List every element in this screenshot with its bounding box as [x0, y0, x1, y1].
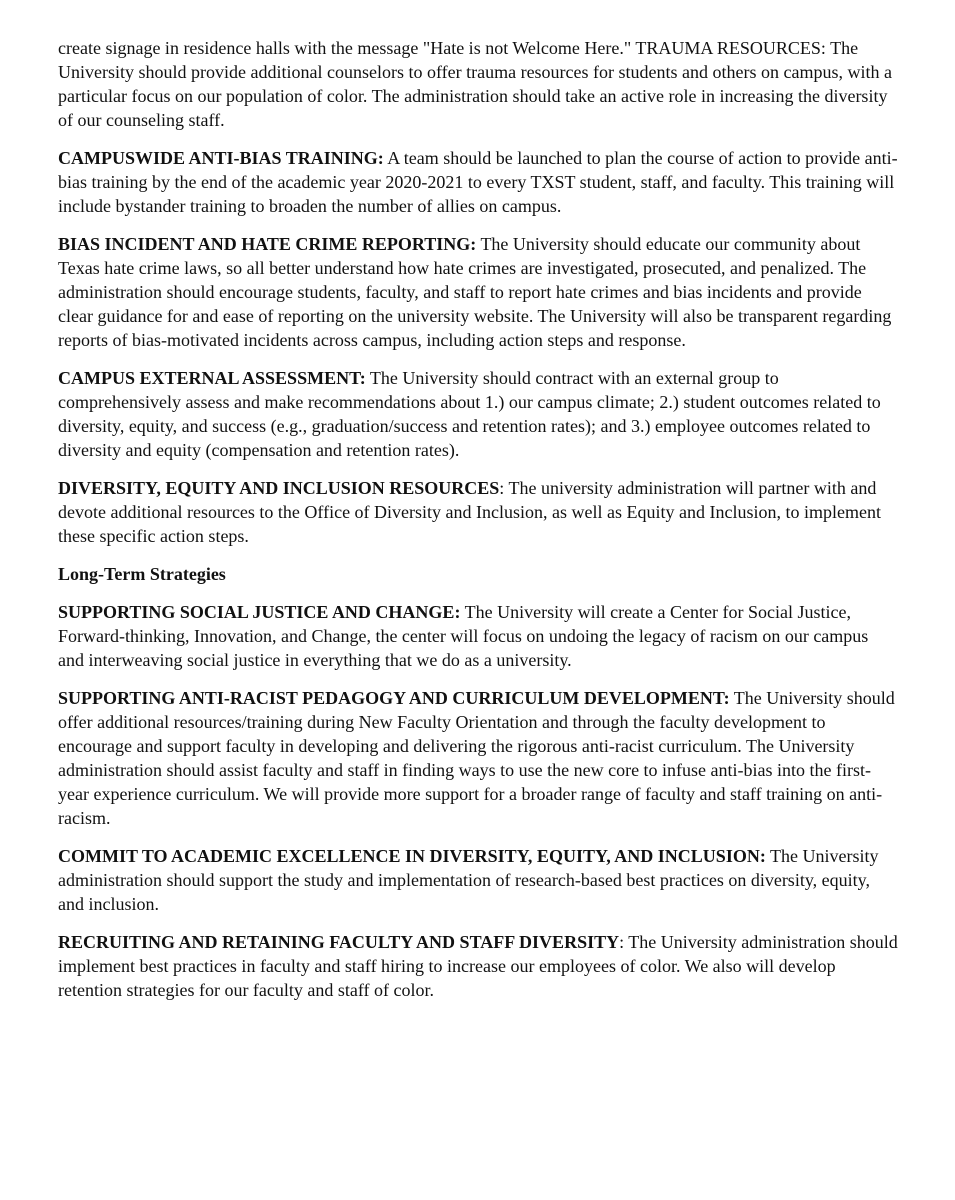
section-faculty-staff-diversity — [58, 930, 898, 1002]
section-heading: DIVERSITY, EQUITY AND INCLUSION RESOURCES — [58, 478, 500, 498]
section-heading: SUPPORTING SOCIAL JUSTICE AND CHANGE: — [58, 602, 461, 622]
section-body: The University will create a Center for Social Justice, Forward-thinking, Innovation, and Change, the center will focus on undoing the legacy of racism on our campus and interweaving social justice in everything that we do as a university. — [58, 602, 869, 670]
section-external-assessment — [58, 366, 898, 462]
section-hate-crime-reporting — [58, 232, 898, 352]
section-body: The University administration should support the study and implementation of research-based best practices on diversity, equity, and inclusion. — [58, 846, 879, 914]
section-heading: CAMPUS EXTERNAL ASSESSMENT: — [58, 368, 366, 388]
document-page — [58, 36, 898, 1016]
section-body: The University should contract with an external group to comprehensively assess and make recommendations about 1.) our campus climate; 2.) student outcomes related to diversity, equity, and success (e.g., graduation/success and retention rates); and 3.) employee outcomes related to diversity and equity (compensation and retention rates). — [58, 368, 881, 460]
intro-paragraph: create signage in residence halls with the message "Hate is not Welcome Here." TRAUMA RESOURCES: The University should provide additional counselors to offer trauma resources for students and others on campus, with a particular focus on our population of color. The administration should take an active role in increasing the diversity of our counseling staff. — [58, 38, 892, 130]
section-body: A team should be launched to plan the course of action to provide anti-bias training by the end of the academic year 2020-2021 to every TXST student, staff, and faculty. This training will include bystander training to broaden the number of allies on campus. — [58, 148, 898, 216]
long-term-strategies-title: Long-Term Strategies — [58, 564, 226, 584]
section-body: The University should offer additional resources/training during New Faculty Orientation and through the faculty development to encourage and support faculty in developing and delivering the rigorous anti-racist curriculum. The University administration should assist faculty and staff in finding ways to use the new core to infuse anti-bias into the first-year experience curriculum. We will provide more support for a broader range of faculty and staff training on anti-racism. — [58, 688, 895, 828]
section-heading: SUPPORTING ANTI-RACIST PEDAGOGY AND CURRICULUM DEVELOPMENT: — [58, 688, 730, 708]
section-heading: RECRUITING AND RETAINING FACULTY AND STAFF DIVERSITY — [58, 932, 620, 952]
section-heading: CAMPUSWIDE ANTI-BIAS TRAINING: — [58, 148, 384, 168]
section-heading: BIAS INCIDENT AND HATE CRIME REPORTING: — [58, 234, 477, 254]
section-academic-excellence — [58, 844, 898, 916]
section-social-justice — [58, 600, 898, 672]
section-body: : The University administration should implement best practices in faculty and staff hiring to increase our employees of color. We also will develop retention strategies for our faculty and staff of color. — [58, 932, 898, 1000]
section-body: The University should educate our community about Texas hate crime laws, so all better understand how hate crimes are investigated, prosecuted, and penalized. The administration should encourage students, faculty, and staff to report hate crimes and bias incidents and provide clear guidance for and ease of reporting on the university website. The University will also be transparent regarding reports of bias-motivated incidents across campus, including action steps and response. — [58, 234, 892, 350]
section-dei-resources — [58, 476, 898, 548]
section-anti-bias-training — [58, 146, 898, 218]
section-anti-racist-pedagogy — [58, 686, 898, 830]
section-body: : The university administration will partner with and devote additional resources to the Office of Diversity and Inclusion, as well as Equity and Inclusion, to implement these specific action steps. — [58, 478, 881, 546]
section-heading: COMMIT TO ACADEMIC EXCELLENCE IN DIVERSITY, EQUITY, AND INCLUSION: — [58, 846, 766, 866]
